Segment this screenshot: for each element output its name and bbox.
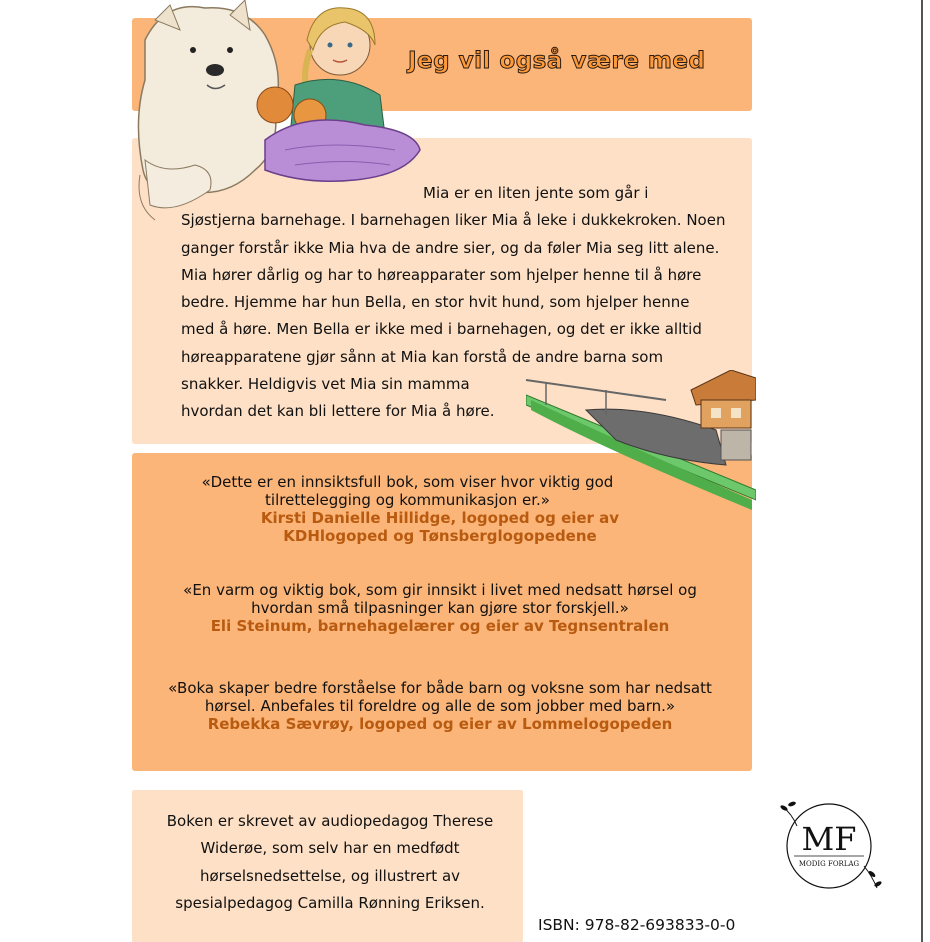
- book-title: Jeg vil også være med: [408, 48, 706, 74]
- quote-text: «En varm og viktig bok, som gir innsikt i livet med nedsatt hørsel og hvordan små tilpasninger kan gjøre stor forskjell.»: [183, 581, 697, 617]
- quote-2: [150, 581, 730, 635]
- quote-author: Eli Steinum, barnehagelærer og eier av Tegnsentralen: [210, 617, 670, 635]
- quote-author: Rebekka Sævrøy, logoped og eier av Lommelogopeden: [207, 715, 673, 733]
- kindergarten-house-illustration: [526, 370, 756, 510]
- publisher-logo: [772, 796, 884, 894]
- dog-and-girl-illustration: [135, 0, 435, 230]
- quote-text: «Boka skaper bedre forståelse for både barn og voksne som har nedsatt hørsel. Anbefales til foreldre og alle de som jobber med barn.»: [168, 679, 712, 715]
- logo-name: MODIG FORLAG: [798, 860, 860, 868]
- quote-author: Kirsti Danielle Hillidge, logoped og eier av KDHlogoped og Tønsberglogopedene: [260, 509, 620, 545]
- isbn: ISBN: 978-82-693833-0-0: [538, 916, 736, 934]
- page-edge-line: [921, 0, 923, 942]
- intro-body: Sjøstjerna barnehage. I barnehagen liker Mia å leke i dukkekroken. Noen ganger forstår ikke Mia hva de andre sier, og da føler Mia seg litt alene. Mia hører dårlig og har to høreapparater som hjelper henne til å høre bedre. Hjemme har hun Bella, en stor hvit hund, som hjelper henne med å høre. Men Bella er ikke med i barnehagen, og det er ikke alltid høreapparatene gjør sånn at Mia kan forstå de andre barna som snakker. Heldigvis vet Mia sin mamma: [181, 211, 726, 394]
- author-note: Boken er skrevet av audiopedagog Therese Widerøe, som selv har en medfødt hørselsnedsettelse, og illustrert av spesialpedagog Camilla Rønning Eriksen.: [166, 812, 494, 912]
- quote-text: «Dette er en innsiktsfull bok, som viser hvor viktig god tilrettelegging og kommunikasjon er.»: [201, 473, 614, 509]
- intro-last-line: hvordan det kan bli lettere for Mia å høre.: [181, 402, 495, 421]
- logo-letters: MF: [801, 820, 857, 858]
- quote-3: [150, 679, 730, 733]
- intro-first-line: Mia er en liten jente som går i: [423, 184, 649, 202]
